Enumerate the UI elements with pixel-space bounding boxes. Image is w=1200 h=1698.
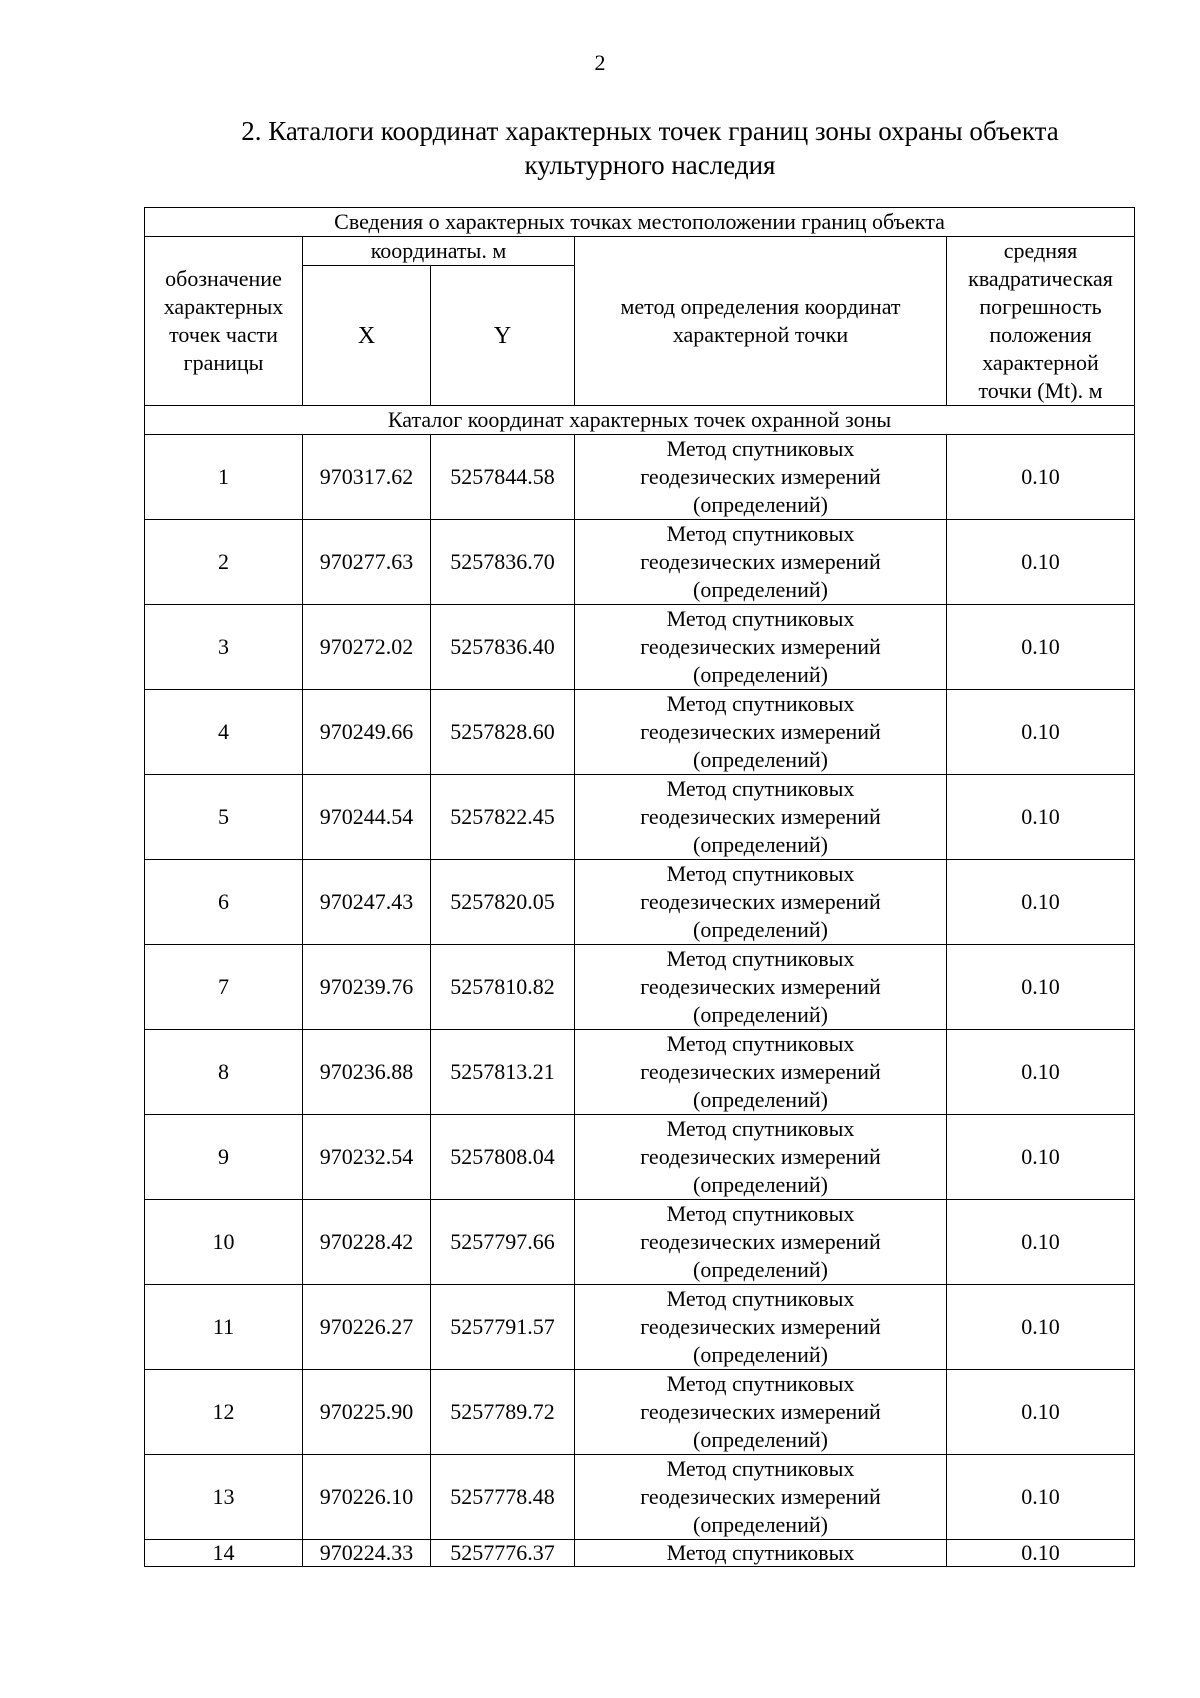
designation-header-line: обозначение bbox=[165, 266, 282, 291]
designation-header-line: характерных bbox=[163, 294, 284, 319]
x-coordinate: 970249.66 bbox=[303, 690, 431, 775]
method-cell bbox=[575, 1115, 947, 1200]
y-coordinate: 5257797.66 bbox=[431, 1200, 575, 1285]
table-row bbox=[145, 945, 1135, 1030]
table-main-header: Сведения о характерных точках местоположении границ объекта bbox=[145, 208, 1135, 237]
method-cell bbox=[575, 860, 947, 945]
table-row bbox=[145, 1370, 1135, 1455]
method-line: (определений) bbox=[693, 492, 828, 517]
table-row bbox=[145, 690, 1135, 775]
method-cell bbox=[575, 605, 947, 690]
x-coordinate: 970226.10 bbox=[303, 1455, 431, 1540]
method-line: геодезических измерений bbox=[640, 464, 881, 489]
table-row bbox=[145, 1455, 1135, 1540]
method-line: (определений) bbox=[693, 1512, 828, 1537]
y-coordinate: 5257820.05 bbox=[431, 860, 575, 945]
method-line: геодезических измерений bbox=[640, 1484, 881, 1509]
x-coordinate: 970226.27 bbox=[303, 1285, 431, 1370]
method-line: Метод спутниковых bbox=[666, 1201, 855, 1226]
table-column-header-row bbox=[145, 237, 1135, 266]
designation-header-line: границы bbox=[183, 350, 264, 375]
y-coordinate: 5257791.57 bbox=[431, 1285, 575, 1370]
method-column-header bbox=[575, 237, 947, 406]
method-cell bbox=[575, 1285, 947, 1370]
method-header-line: метод определения координат bbox=[620, 294, 901, 319]
table-row bbox=[145, 1285, 1135, 1370]
error-column-header bbox=[947, 237, 1135, 406]
mean-square-error: 0.10 bbox=[947, 690, 1135, 775]
point-number: 11 bbox=[145, 1285, 303, 1370]
method-line: (определений) bbox=[693, 577, 828, 602]
mean-square-error: 0.10 bbox=[947, 1540, 1135, 1567]
method-line: Метод спутниковых bbox=[666, 521, 855, 546]
mean-square-error: 0.10 bbox=[947, 1200, 1135, 1285]
method-cell bbox=[575, 690, 947, 775]
y-column-header: Y bbox=[431, 266, 575, 406]
mean-square-error: 0.10 bbox=[947, 1370, 1135, 1455]
point-number: 8 bbox=[145, 1030, 303, 1115]
method-header-line: характерной точки bbox=[672, 322, 849, 347]
method-line: геодезических измерений bbox=[640, 804, 881, 829]
coordinates-catalog-table bbox=[144, 207, 1135, 1567]
method-cell bbox=[575, 435, 947, 520]
coordinates-column-header: координаты. м bbox=[303, 237, 575, 266]
designation-column-header bbox=[145, 237, 303, 406]
point-number: 5 bbox=[145, 775, 303, 860]
point-number: 12 bbox=[145, 1370, 303, 1455]
point-number: 9 bbox=[145, 1115, 303, 1200]
y-coordinate: 5257808.04 bbox=[431, 1115, 575, 1200]
y-coordinate: 5257810.82 bbox=[431, 945, 575, 1030]
error-header-line: характерной bbox=[982, 350, 1099, 375]
table-row bbox=[145, 435, 1135, 520]
mean-square-error: 0.10 bbox=[947, 605, 1135, 690]
point-number: 2 bbox=[145, 520, 303, 605]
section-title-row bbox=[145, 406, 1135, 435]
x-coordinate: 970247.43 bbox=[303, 860, 431, 945]
x-column-header: X bbox=[303, 266, 431, 406]
document-title-line-2: культурного наследия bbox=[524, 150, 776, 180]
method-line: (определений) bbox=[693, 662, 828, 687]
point-number: 14 bbox=[145, 1540, 303, 1567]
method-line: (определений) bbox=[693, 1002, 828, 1027]
method-line: геодезических измерений bbox=[640, 1059, 881, 1084]
method-line: Метод спутниковых bbox=[666, 606, 855, 631]
y-coordinate: 5257776.37 bbox=[431, 1540, 575, 1567]
mean-square-error: 0.10 bbox=[947, 860, 1135, 945]
method-cell bbox=[575, 520, 947, 605]
table-row bbox=[145, 1200, 1135, 1285]
method-line: (определений) bbox=[693, 1427, 828, 1452]
method-cell bbox=[575, 1370, 947, 1455]
y-coordinate: 5257813.21 bbox=[431, 1030, 575, 1115]
x-coordinate: 970272.02 bbox=[303, 605, 431, 690]
table-row bbox=[145, 520, 1135, 605]
method-cell bbox=[575, 1200, 947, 1285]
page-number: 2 bbox=[594, 50, 606, 75]
method-cell bbox=[575, 945, 947, 1030]
x-coordinate: 970224.33 bbox=[303, 1540, 431, 1567]
method-line: Метод спутниковых bbox=[666, 1286, 855, 1311]
method-line: геодезических измерений bbox=[640, 889, 881, 914]
x-coordinate: 970277.63 bbox=[303, 520, 431, 605]
method-line: геодезических измерений bbox=[640, 1229, 881, 1254]
x-coordinate: 970236.88 bbox=[303, 1030, 431, 1115]
y-coordinate: 5257844.58 bbox=[431, 435, 575, 520]
y-coordinate: 5257822.45 bbox=[431, 775, 575, 860]
method-cell: Метод спутниковых bbox=[575, 1540, 947, 1567]
y-coordinate: 5257828.60 bbox=[431, 690, 575, 775]
method-line: (определений) bbox=[693, 832, 828, 857]
point-number: 7 bbox=[145, 945, 303, 1030]
x-coordinate: 970239.76 bbox=[303, 945, 431, 1030]
method-line: геодезических измерений bbox=[640, 1399, 881, 1424]
method-cell bbox=[575, 1030, 947, 1115]
table-row bbox=[145, 775, 1135, 860]
table-row bbox=[145, 1115, 1135, 1200]
error-header-line: положения bbox=[989, 322, 1092, 347]
table-row-partial bbox=[145, 1540, 1135, 1567]
error-header-line: погрешность bbox=[979, 294, 1102, 319]
method-line: Метод спутниковых bbox=[666, 1371, 855, 1396]
method-line: геодезических измерений bbox=[640, 1144, 881, 1169]
method-line: (определений) bbox=[693, 1172, 828, 1197]
mean-square-error: 0.10 bbox=[947, 945, 1135, 1030]
method-line: геодезических измерений bbox=[640, 719, 881, 744]
method-line: (определений) bbox=[693, 1087, 828, 1112]
point-number: 6 bbox=[145, 860, 303, 945]
error-header-line: квадратическая bbox=[968, 266, 1113, 291]
y-coordinate: 5257778.48 bbox=[431, 1455, 575, 1540]
method-line: Метод спутниковых bbox=[666, 1456, 855, 1481]
table-row bbox=[145, 1030, 1135, 1115]
y-coordinate: 5257789.72 bbox=[431, 1370, 575, 1455]
method-line: Метод спутниковых bbox=[666, 861, 855, 886]
mean-square-error: 0.10 bbox=[947, 1115, 1135, 1200]
x-coordinate: 970317.62 bbox=[303, 435, 431, 520]
mean-square-error: 0.10 bbox=[947, 520, 1135, 605]
method-line: геодезических измерений bbox=[640, 549, 881, 574]
mean-square-error: 0.10 bbox=[947, 435, 1135, 520]
point-number: 3 bbox=[145, 605, 303, 690]
method-line: Метод спутниковых bbox=[666, 691, 855, 716]
x-coordinate: 970228.42 bbox=[303, 1200, 431, 1285]
method-line: (определений) bbox=[693, 1257, 828, 1282]
table-header-row bbox=[145, 208, 1135, 237]
document-title-line-1: 2. Каталоги координат характерных точек границ зоны охраны объекта bbox=[241, 116, 1059, 146]
method-cell bbox=[575, 775, 947, 860]
x-coordinate: 970225.90 bbox=[303, 1370, 431, 1455]
document-title bbox=[120, 114, 1180, 182]
x-coordinate: 970232.54 bbox=[303, 1115, 431, 1200]
method-line: Метод спутниковых bbox=[666, 946, 855, 971]
mean-square-error: 0.10 bbox=[947, 1285, 1135, 1370]
method-line: Метод спутниковых bbox=[666, 1116, 855, 1141]
point-number: 10 bbox=[145, 1200, 303, 1285]
designation-header-line: точек части bbox=[169, 322, 278, 347]
table-row bbox=[145, 860, 1135, 945]
method-cell bbox=[575, 1455, 947, 1540]
y-coordinate: 5257836.70 bbox=[431, 520, 575, 605]
y-coordinate: 5257836.40 bbox=[431, 605, 575, 690]
mean-square-error: 0.10 bbox=[947, 1455, 1135, 1540]
method-line: геодезических измерений bbox=[640, 634, 881, 659]
mean-square-error: 0.10 bbox=[947, 775, 1135, 860]
table-row bbox=[145, 605, 1135, 690]
section-title: Каталог координат характерных точек охранной зоны bbox=[145, 406, 1135, 435]
method-line: Метод спутниковых bbox=[666, 776, 855, 801]
point-number: 13 bbox=[145, 1455, 303, 1540]
point-number: 1 bbox=[145, 435, 303, 520]
method-line: Метод спутниковых bbox=[666, 1031, 855, 1056]
method-line: Метод спутниковых bbox=[666, 436, 855, 461]
method-line: (определений) bbox=[693, 1342, 828, 1367]
method-line: (определений) bbox=[693, 917, 828, 942]
method-line: геодезических измерений bbox=[640, 1314, 881, 1339]
point-number: 4 bbox=[145, 690, 303, 775]
x-coordinate: 970244.54 bbox=[303, 775, 431, 860]
mean-square-error: 0.10 bbox=[947, 1030, 1135, 1115]
error-header-line: точки (Mt). м bbox=[978, 378, 1103, 403]
error-header-line: средняя bbox=[1003, 238, 1078, 263]
method-line: (определений) bbox=[693, 747, 828, 772]
method-line: геодезических измерений bbox=[640, 974, 881, 999]
